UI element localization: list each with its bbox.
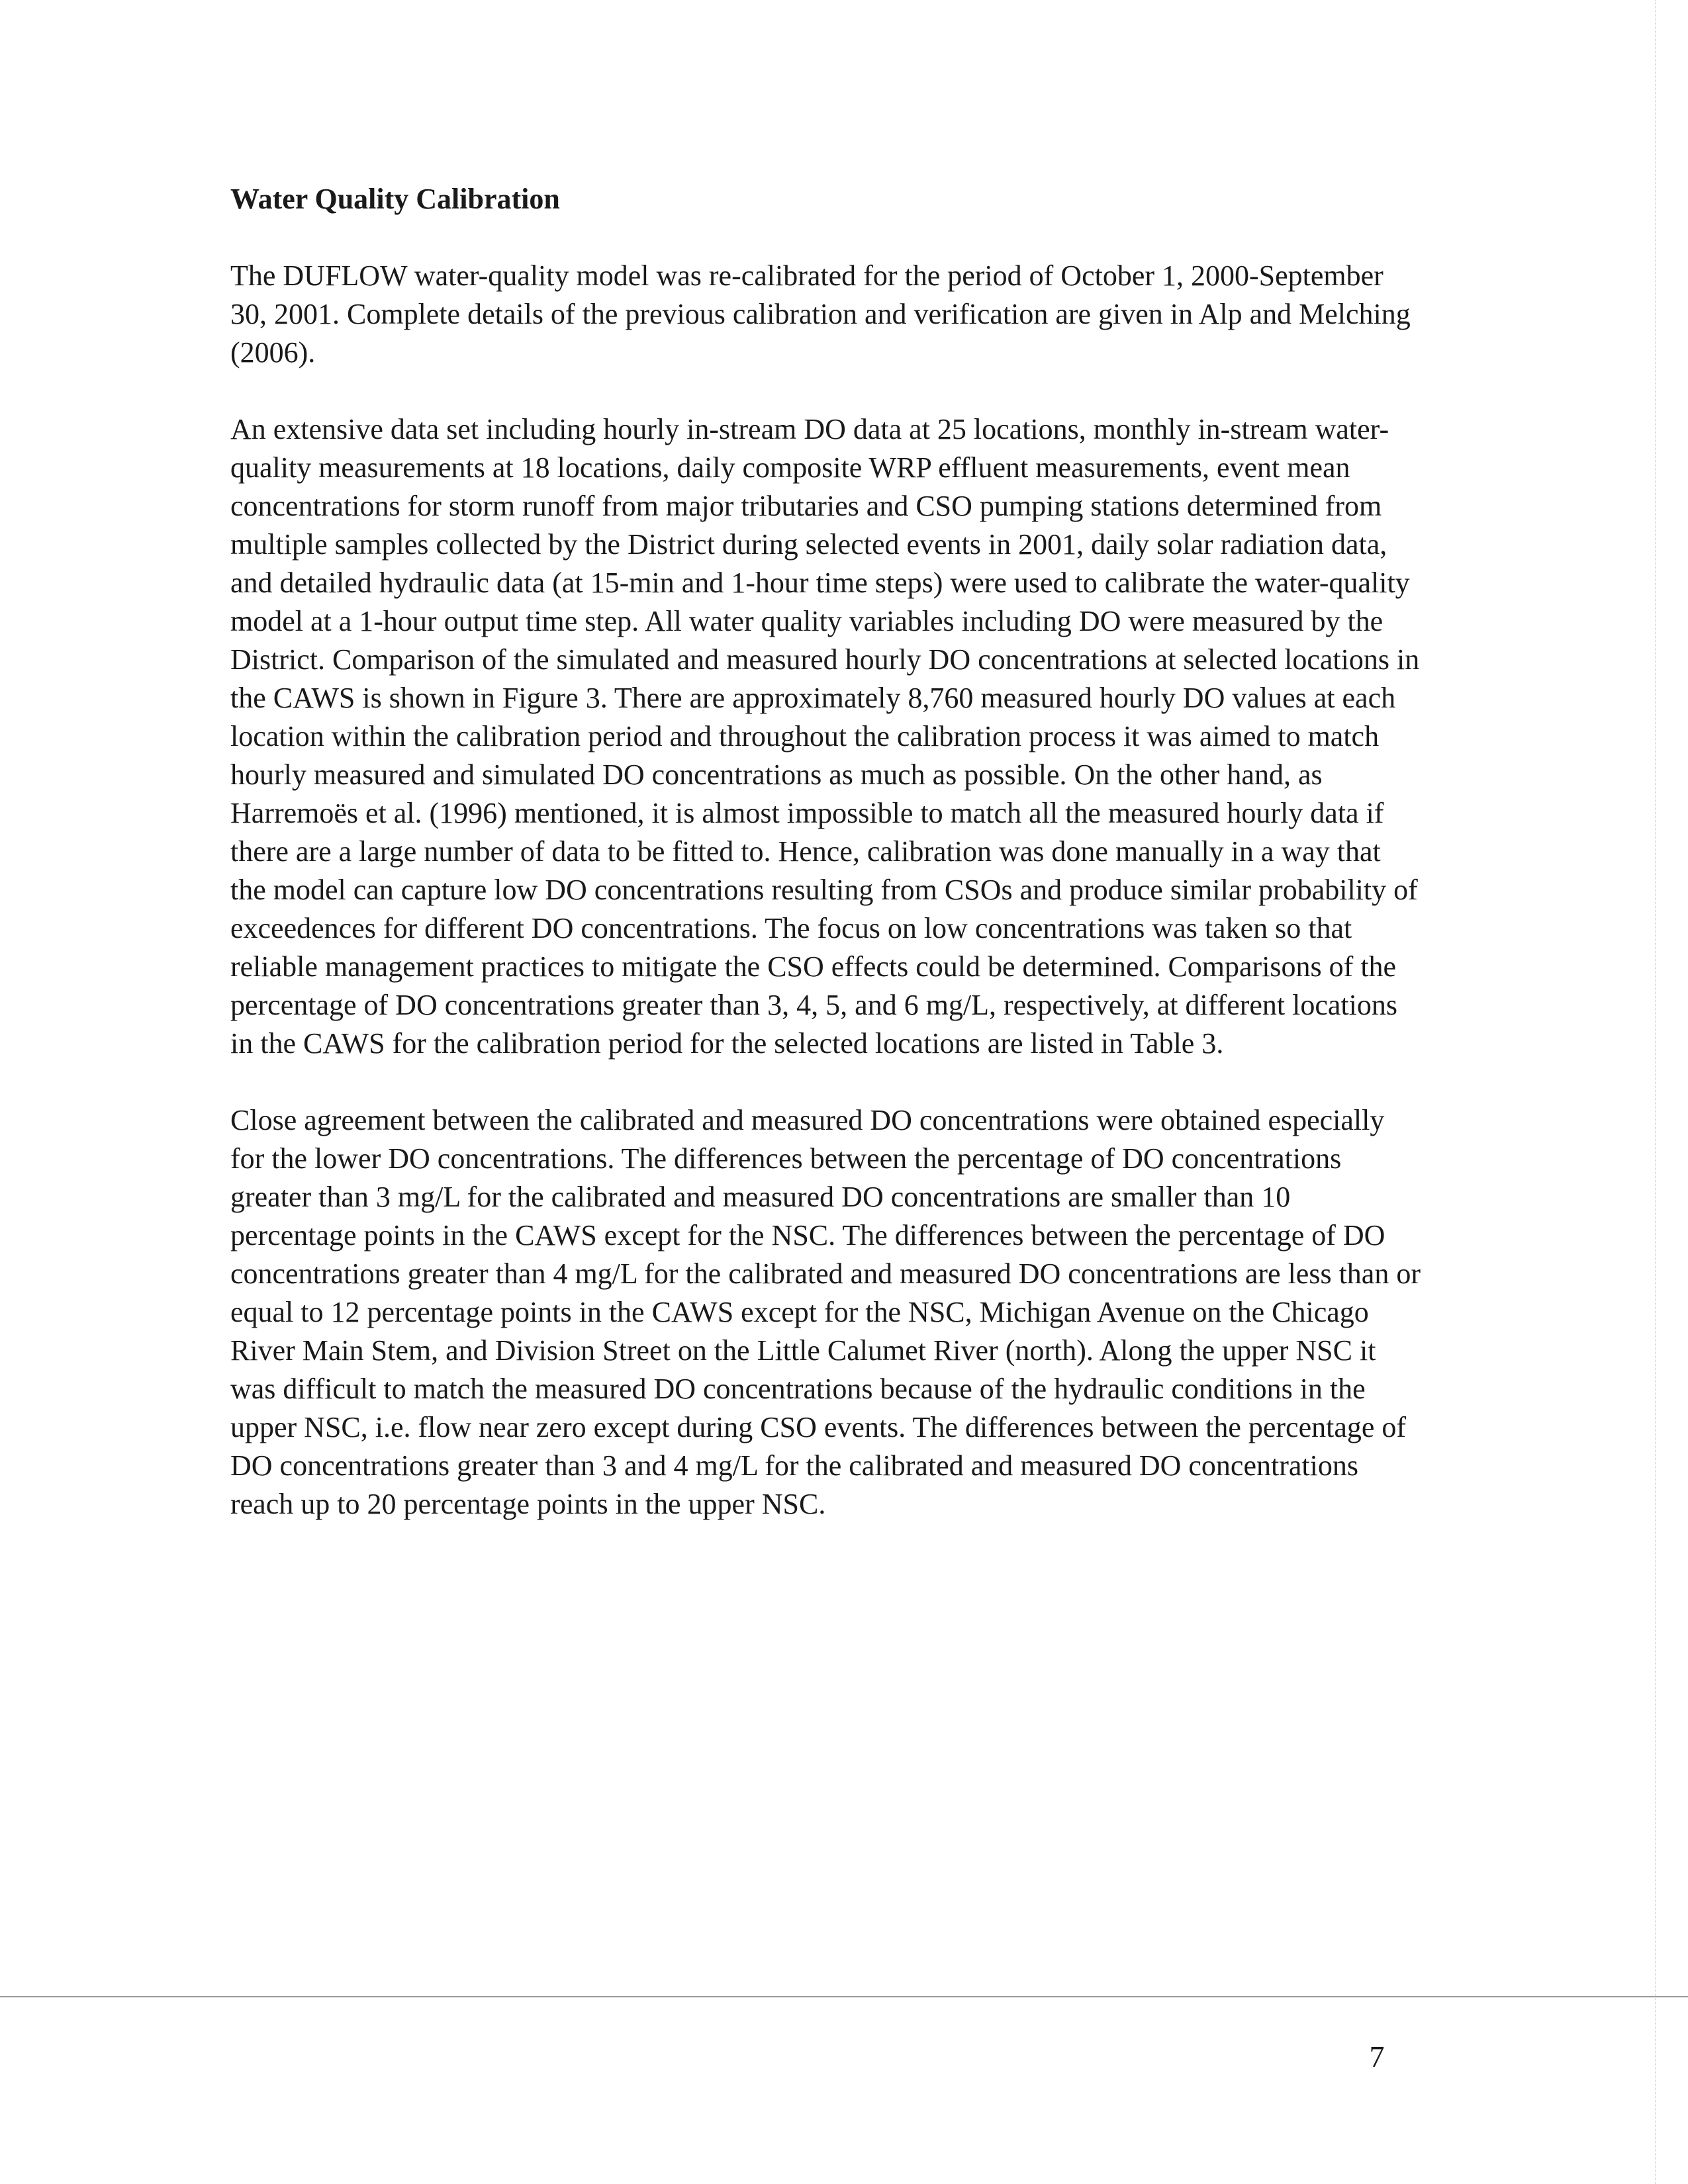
page-content <box>230 180 1422 1562</box>
footer-divider <box>0 1996 1688 1997</box>
section-heading: Water Quality Calibration <box>230 183 560 215</box>
paragraph-data-set: An extensive data set including hourly in-stream DO data at 25 locations, monthly in-stream water-quality measurements at 18 locations, daily composite WRP effluent measurements, event mean concentrations for storm runoff from major tributaries and CSO pumping stations determined from multiple samples collected by the District during selected events in 2001, daily solar radiation data, and detailed hydraulic data (at 15-min and 1-hour time steps) were used to calibrate the water-quality model at a 1-hour output time step. All water quality variables including DO were measured by the District. Comparison of the simulated and measured hourly DO concentrations at selected locations in the CAWS is shown in Figure 3. There are approximately 8,760 measured hourly DO values at each location within the calibration period and throughout the calibration process it was aimed to match hourly measured and simulated DO concentrations as much as possible. On the other hand, as Harremoës et al. (1996) mentioned, it is almost impossible to match all the measured hourly data if there are a large number of data to be fitted to. Hence, calibration was done manually in a way that the model can capture low DO concentrations resulting from CSOs and produce similar probability of exceedences for different DO concentrations. The focus on low concentrations was taken so that reliable management practices to mitigate the CSO effects could be determined. Comparisons of the percentage of DO concentrations greater than 3, 4, 5, and 6 mg/L, respectively, at different locations in the CAWS for the calibration period for the selected locations are listed in Table 3. <box>230 413 1420 1060</box>
page-number: 7 <box>1369 2040 1385 2073</box>
paragraph-intro: The DUFLOW water-quality model was re-calibrated for the period of October 1, 2000-September 30, 2001. Complete details of the previous calibration and verification are given in Alp and Melching (2006). <box>230 259 1411 369</box>
paragraph-agreement: Close agreement between the calibrated and measured DO concentrations were obtained especially for the lower DO concentrations. The differences between the percentage of DO concentrations greater than 3 mg/L for the calibrated and measured DO concentrations are smaller than 10 percentage points in the CAWS except for the NSC. The differences between the percentage of DO concentrations greater than 4 mg/L for the calibrated and measured DO concentrations are less than or equal to 12 percentage points in the CAWS except for the NSC, Michigan Avenue on the Chicago River Main Stem, and Division Street on the Little Calumet River (north). Along the upper NSC it was difficult to match the measured DO concentrations because of the hydraulic conditions in the upper NSC, i.e. flow near zero except during CSO events. The differences between the percentage of DO concentrations greater than 3 and 4 mg/L for the calibrated and measured DO concentrations reach up to 20 percentage points in the upper NSC. <box>230 1104 1421 1520</box>
scan-edge-mark <box>1655 0 1656 2184</box>
